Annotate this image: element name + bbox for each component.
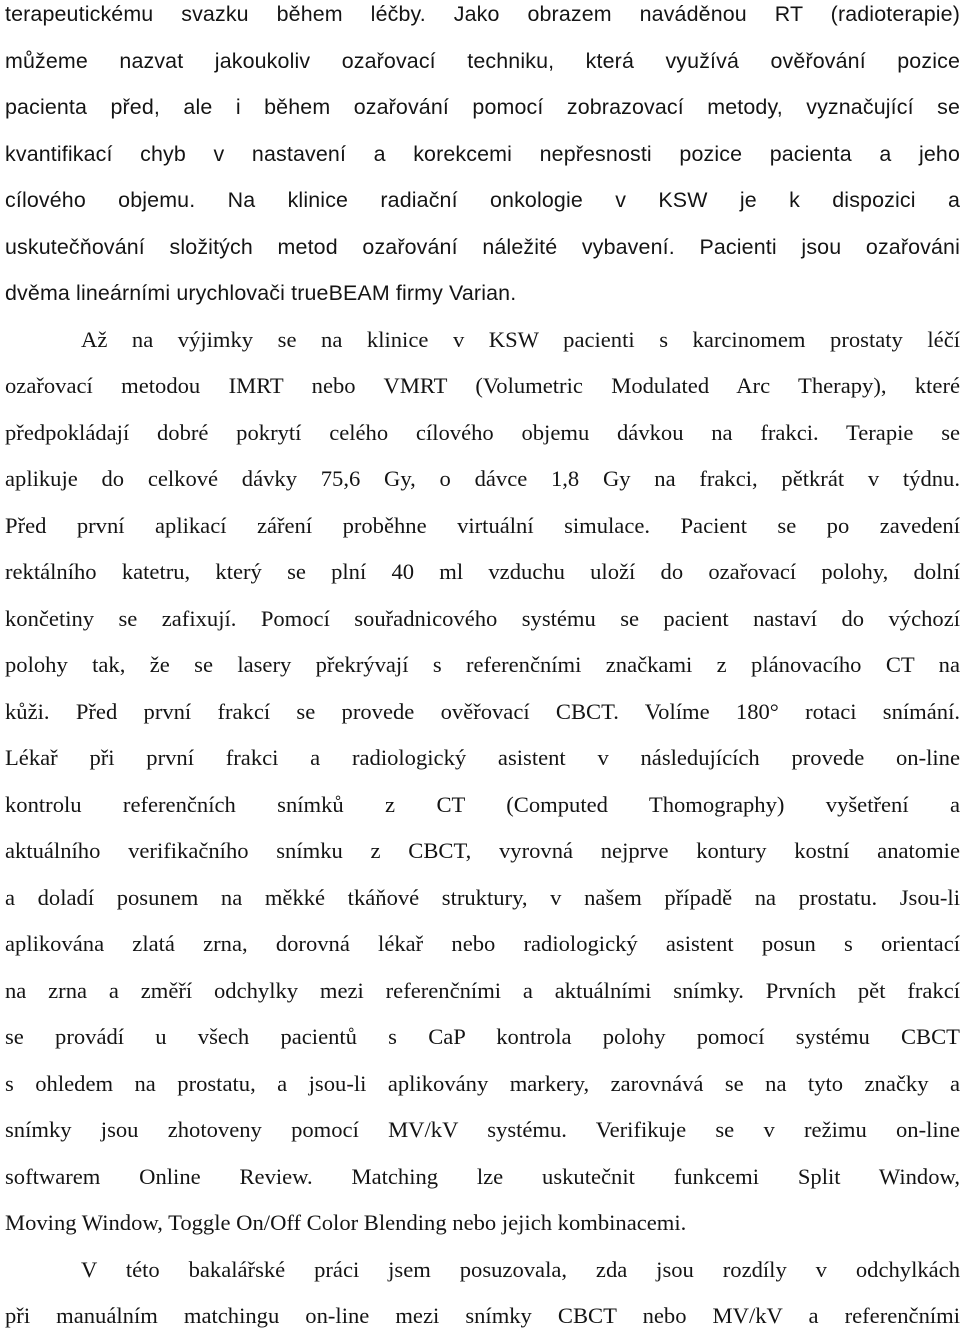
text-run: Terapie se: [846, 419, 960, 445]
text-line: [5, 224, 960, 271]
text-run: Před první frakcí se provede ověřovací CBCT.: [75, 698, 645, 724]
text-line: [5, 921, 960, 968]
text-line: [5, 828, 960, 875]
text-line: [5, 410, 960, 457]
text-line: [5, 968, 960, 1015]
text-line: [5, 1293, 960, 1340]
text-run: V této bakalářské práci jsem posuzovala, zda jsou rozdíly v odchylkách: [81, 1256, 960, 1282]
text-run: kontrolu referenčních snímků z CT (Computed Thomography) vyšetření a: [5, 791, 960, 817]
text-run: kvantifikací chyb v nastavení a korekcemi nepřesnosti pozice pacienta a jeho: [5, 141, 960, 166]
text-line: [5, 131, 960, 178]
text-line: [5, 689, 960, 736]
text-run: Na klinice radiační onkologie v KSW je k dispozici a: [227, 188, 960, 212]
text-line: [5, 1247, 960, 1294]
text-run: ozařovací metodou IMRT nebo VMRT (Volumetric Modulated Arc Therapy), které: [5, 373, 960, 398]
text-line: [5, 596, 960, 643]
text-line: [5, 1107, 960, 1154]
text-line: [5, 549, 960, 596]
text-run: Jsou-li: [899, 884, 960, 910]
text-line: [5, 270, 960, 317]
text-run: aplikuje do celkové dávky 75,6 Gy, o dávce 1,8 Gy na frakci, pětkrát v týdnu.: [5, 466, 960, 491]
text-line: [5, 0, 960, 38]
text-line: [5, 503, 960, 550]
text-line: [5, 84, 960, 131]
text-line: [5, 456, 960, 503]
text-run: pacienta před, ale i během ozařování pomocí zobrazovací metody, vyznačující se: [5, 95, 960, 119]
text-run: Volíme 180° rotaci snímání.: [644, 698, 960, 724]
text-run: softwarem Online Review.: [5, 1163, 352, 1189]
text-run: končetiny se zafixují.: [5, 605, 261, 631]
text-run: Moving Window, Toggle On/Off Color Blending nebo jejich kombinacemi.: [5, 1210, 687, 1235]
text-run: dvěma lineárními urychlovači trueBEAM firmy Varian.: [5, 281, 517, 305]
text-run: aplikována zlatá zrna, dorovná lékař nebo radiologický asistent posun s orientací: [5, 931, 960, 956]
text-run: polohy tak, že se lasery překrývají s referenčními značkami z plánovacího CT na: [5, 652, 960, 677]
text-run: terapeutickému svazku během léčby.: [5, 2, 454, 26]
text-run: cílového objemu.: [5, 188, 228, 212]
text-line: [5, 875, 960, 922]
text-run: aktuálního verifikačního snímku z CBCT, vyrovná nejprve kontury kostní anatomie: [5, 838, 960, 863]
text-line: [5, 1200, 960, 1247]
document-page: [5, 0, 960, 1340]
text-line: [5, 177, 960, 224]
text-line: [5, 38, 960, 85]
text-run: předpokládají dobré pokrytí celého cílového objemu dávkou na frakci.: [5, 419, 847, 445]
text-run: Jako obrazem naváděnou RT (radioterapie): [453, 2, 960, 26]
text-line: [5, 1154, 960, 1201]
text-line: [5, 363, 960, 410]
text-line: [5, 642, 960, 689]
text-run: Matching lze uskutečnit funkcemi Split Window,: [351, 1163, 960, 1189]
text-run: Lékař při první frakci a radiologický asistent v následujících provede on-line: [5, 745, 960, 770]
text-run: snímky jsou zhotoveny pomocí MV/kV systému.: [5, 1117, 596, 1142]
text-run: na zrna a změří odchylky mezi referenčními a aktuálními snímky.: [5, 977, 766, 1003]
text-run: Verifikuje se v režimu on-line: [595, 1117, 960, 1142]
text-run: Před první aplikací záření proběhne virtuální simulace.: [5, 512, 681, 538]
text-line: [5, 1014, 960, 1061]
text-run: Pomocí souřadnicového systému se pacient nastaví do výchozí: [260, 605, 960, 631]
text-run: uskutečňování složitých metod ozařování náležité vybavení.: [5, 234, 700, 259]
text-run: Až na výjimky se na klinice v KSW pacienti s karcinomem prostaty léčí: [81, 326, 960, 352]
text-run: můžeme nazvat jakoukoliv ozařovací techniku, která využívá ověřování pozice: [5, 48, 960, 73]
text-run: Prvních pět frakcí: [765, 977, 960, 1003]
text-line: [5, 317, 960, 364]
text-run: s ohledem na prostatu, a jsou-li aplikovány markery, zarovnává se na tyto značky a: [5, 1070, 960, 1096]
text-run: Pacienti jsou ozařováni: [699, 234, 960, 259]
text-run: a doladí posunem na měkké tkáňové struktury, v našem případě na prostatu.: [5, 884, 900, 910]
text-line: [5, 735, 960, 782]
text-line: [5, 1061, 960, 1108]
text-run: Pacient se po zavedení: [680, 512, 960, 538]
text-line: [5, 782, 960, 829]
text-run: rektálního katetru, který se plní 40 ml vzduchu uloží do ozařovací polohy, dolní: [5, 559, 960, 584]
text-run: kůži.: [5, 698, 76, 724]
text-run: při manuálním matchingu on-line mezi snímky CBCT nebo MV/kV a referenčními: [5, 1303, 960, 1328]
text-run: se provádí u všech pacientů s CaP kontrola polohy pomocí systému CBCT: [5, 1024, 960, 1049]
